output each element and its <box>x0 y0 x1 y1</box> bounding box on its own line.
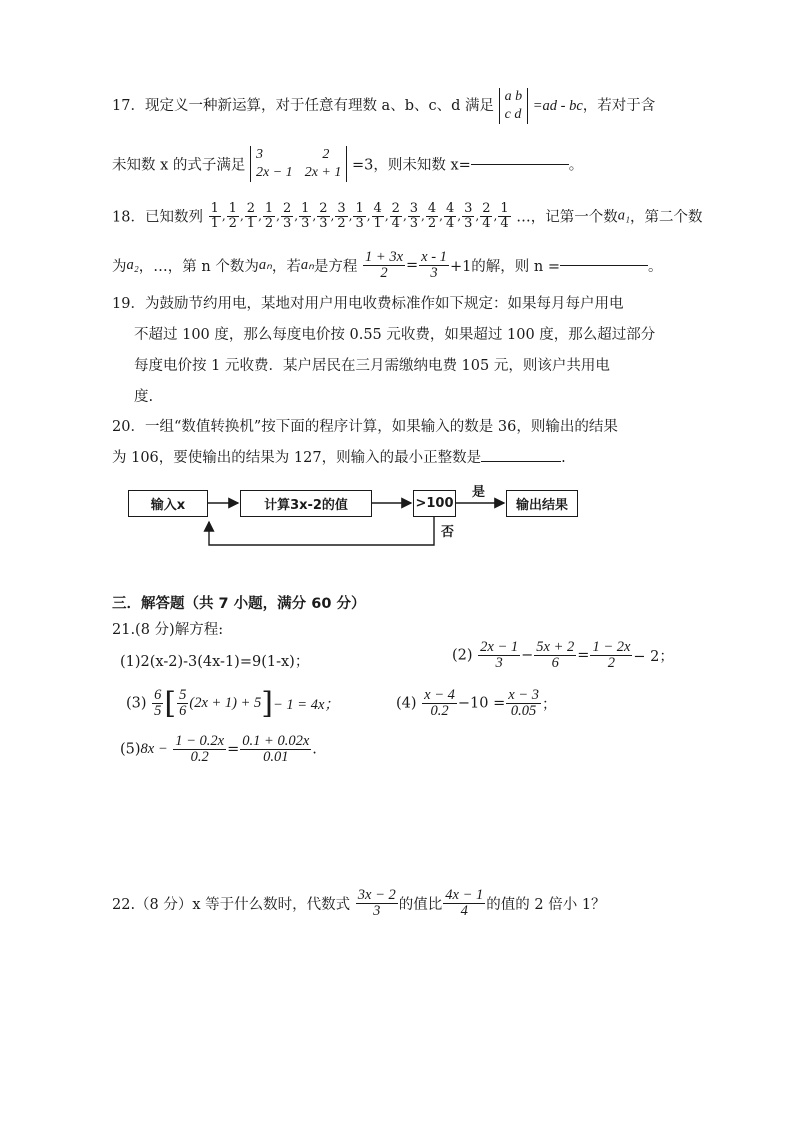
question-text: 度. <box>134 389 154 405</box>
det-cell: 2 <box>322 147 330 162</box>
punctuation: 。 <box>568 157 584 174</box>
flow-output-box: 输出结果 <box>506 490 578 517</box>
question-text: 一组“数值转换机”按下面的程序计算，如果输入的数是 36，则输出的结果 <box>144 419 618 435</box>
equals-sign: = <box>406 257 419 274</box>
question-text: +1的解，则 n = <box>449 259 561 276</box>
det-row: c d <box>504 107 522 123</box>
denominator: 3 <box>409 215 419 231</box>
denominator: 1 <box>373 215 382 231</box>
sequence-term <box>299 202 311 230</box>
question-text: ，第二个数 <box>630 209 703 226</box>
fraction: $\frac{x - 4}{0.2}$ <box>424 687 455 720</box>
numerator: 4 <box>445 201 455 216</box>
sequence-term <box>209 202 221 230</box>
question-text: 现定义一种新运算，对于任意有理数 a、b、c、d 满足 <box>144 98 494 115</box>
numerator: 1 <box>301 201 310 216</box>
denominator: 1 <box>210 215 219 231</box>
sequence-term <box>498 202 510 230</box>
numerator: 1 <box>355 201 364 216</box>
right-bracket: ] <box>261 685 274 721</box>
fraction: $\frac{x - 3}{0.05}$ <box>508 687 539 720</box>
answer-blank[interactable] <box>481 461 561 462</box>
question-text: 为 <box>112 259 127 276</box>
flow-no-label: 否 <box>441 525 455 540</box>
denominator: 4 <box>500 215 509 231</box>
question-text: 不超过 100 度，那么每度电价按 0.55 元收费，如果超过 100 度，那么超过部分 <box>134 327 656 343</box>
numerator: 3 <box>409 201 419 216</box>
term-a1: a₁ <box>617 207 630 224</box>
comma: , <box>402 209 407 224</box>
question-number: 18． <box>112 209 145 226</box>
question-text: 的值的 2 倍小 1？ <box>486 897 606 914</box>
term-a2: a₂ <box>126 257 139 274</box>
fraction: $\frac{4x - 1}{4}$ <box>445 887 484 920</box>
denominator: 4 <box>482 215 491 231</box>
fraction: $\frac{0.1 + 0.02x}{0.01}$ <box>242 733 310 766</box>
flow-condition-box: >100 <box>413 490 456 517</box>
q21-part5: (5)8x − $\frac{1 - 0.2x}{0.2}$ = $\frac{0.1 + 0.02x}{0.01}$ . <box>120 733 317 766</box>
question-17-line1 <box>112 88 655 124</box>
sequence-term <box>353 202 365 230</box>
comma: , <box>475 209 480 224</box>
question-text: 已知数列 <box>144 209 203 226</box>
denominator: 3 <box>319 215 328 231</box>
comma: , <box>312 209 317 224</box>
q21-part4: (4) $\frac{x - 4}{0.2}$ −10 = $\frac{x - 3}{0.05}$ ； <box>396 687 557 720</box>
q21-part3: (3) $\frac{6}{5}$ [ $\frac{5}{6}$ (2x + 1) + 5]− 1 = 4x； <box>126 685 339 721</box>
denominator: 2 <box>264 215 274 231</box>
denominator: 1 <box>246 215 256 231</box>
section-title: 三．解答题（共 7 小题，满分 60 分） <box>112 596 366 612</box>
q21-part2: (2) $\frac{2x - 1}{3}$ − $\frac{5x + 2}{6}$ = $\frac{1 - 2x}{2}$ − 2； <box>452 639 674 672</box>
denominator: 4 <box>445 215 455 231</box>
det-cell: 2x + 1 <box>304 165 342 181</box>
comma: , <box>421 209 425 224</box>
denominator: 2 <box>427 215 437 231</box>
fraction: $\frac{6}{5}$ <box>154 687 162 720</box>
question-19 <box>112 289 655 413</box>
definition-formula: =ad - bc <box>532 98 583 115</box>
question-text: 为鼓励节约用电，某地对用户用电收费标准作如下规定：如果每月每户用电 <box>144 296 624 312</box>
sequence-term <box>263 202 275 230</box>
comma: , <box>366 209 371 224</box>
flow-calc-box: 计算3x-2的值 <box>240 490 372 517</box>
numerator: 4 <box>427 201 437 216</box>
question-number: 19． <box>112 296 145 312</box>
numerator: 2 <box>319 201 328 216</box>
question-22 <box>112 888 606 919</box>
question-21-title: 21.(8 分)解方程: <box>112 622 224 638</box>
comma: , <box>239 209 244 224</box>
denominator: 3 <box>355 215 364 231</box>
sequence-term <box>426 202 438 230</box>
question-text: ，若 <box>271 259 301 276</box>
sequence-term <box>444 202 456 230</box>
determinant-definition <box>499 88 529 124</box>
comma: , <box>348 209 353 224</box>
question-18-line2 <box>112 250 663 281</box>
question-text: 是方程 <box>313 259 358 276</box>
denominator: 4 <box>391 215 400 231</box>
comma: , <box>457 209 462 224</box>
det-row: a b <box>504 89 523 104</box>
fraction: $\frac{1 - 2x}{2}$ <box>592 639 631 672</box>
equation-fraction: $\frac{x - 1}{3}$ <box>421 249 447 282</box>
numerator: 1 <box>264 201 274 216</box>
equation-fraction: $\frac{1 + 3x}{2}$ <box>365 249 404 282</box>
numerator: 2 <box>391 201 400 216</box>
sequence-term <box>390 202 402 230</box>
question-text: ，若对于含 <box>582 98 656 115</box>
comma: , <box>330 209 335 224</box>
term-an: aₙ <box>258 257 272 274</box>
question-text: ，…，第 n 个数为 <box>138 259 259 276</box>
sequence <box>208 201 512 231</box>
numerator: 4 <box>373 201 382 216</box>
comma: , <box>493 209 498 224</box>
numerator: 2 <box>283 201 292 216</box>
answer-blank[interactable] <box>471 164 569 165</box>
denominator: 3 <box>464 215 473 231</box>
numerator: 3 <box>337 201 346 216</box>
numerator: 2 <box>482 201 491 216</box>
question-text: …，记第一个数 <box>516 209 618 226</box>
numerator: 3 <box>464 201 473 216</box>
term-an: aₙ <box>300 257 314 274</box>
numerator: 2 <box>246 201 256 216</box>
punctuation: 。 <box>648 259 663 276</box>
fraction: $\frac{1 - 0.2x}{0.2}$ <box>175 733 225 766</box>
punctuation: . <box>561 450 566 466</box>
sequence-term <box>480 202 492 230</box>
comma: , <box>276 209 280 224</box>
numerator: 1 <box>228 201 237 216</box>
question-text: =3，则未知数 x= <box>351 157 471 174</box>
flow-yes-label: 是 <box>472 485 486 500</box>
question-number: 17． <box>112 98 145 115</box>
det-cell: 2x − 1 <box>256 165 293 181</box>
comma: , <box>258 209 262 224</box>
q21-part1: (1)2(x-2)-3(4x-1)=9(1-x)； <box>120 654 310 670</box>
sequence-term <box>408 202 420 230</box>
determinant-equation <box>250 146 347 182</box>
comma: , <box>384 209 389 224</box>
sequence-term <box>335 202 347 230</box>
left-bracket: [ <box>164 685 177 721</box>
sequence-term <box>372 202 384 230</box>
fraction: $\frac{3x - 2}{3}$ <box>357 887 396 920</box>
numerator: 1 <box>500 201 509 216</box>
fraction: $\frac{5x + 2}{6}$ <box>536 639 575 672</box>
comma: , <box>439 209 443 224</box>
denominator: 2 <box>337 215 346 231</box>
sequence-term <box>462 202 474 230</box>
fraction: $\frac{2x - 1}{3}$ <box>480 639 519 672</box>
question-text: 未知数 x 的式子满足 <box>112 157 246 174</box>
question-text: 为 106，要使输出的结果为 127，则输入的最小正整数是 <box>112 450 482 466</box>
sequence-term <box>245 202 257 230</box>
flow-input-box: 输入x <box>128 490 208 517</box>
question-18-line1 <box>112 202 703 230</box>
fraction: $\frac{5}{6}$ <box>179 687 187 720</box>
comma: , <box>221 209 226 224</box>
denominator: 2 <box>228 215 237 231</box>
question-text: 每度电价按 1 元收费．某户居民在三月需缴纳电费 105 元，则该户共用电 <box>134 358 610 374</box>
question-text: 22.（8 分）x 等于什么数时，代数式 <box>112 897 351 914</box>
denominator: 3 <box>301 215 310 231</box>
sequence-term <box>227 202 239 230</box>
question-17-line2 <box>112 146 583 182</box>
det-cell: 3 <box>256 147 264 162</box>
comma: , <box>294 209 299 224</box>
question-text: 的值比 <box>398 897 443 914</box>
sequence-term <box>281 202 293 230</box>
question-20 <box>112 412 618 474</box>
denominator: 3 <box>283 215 292 231</box>
numerator: 1 <box>210 201 219 216</box>
answer-blank[interactable] <box>560 265 648 266</box>
question-number: 20． <box>112 419 145 435</box>
sequence-term <box>317 202 329 230</box>
